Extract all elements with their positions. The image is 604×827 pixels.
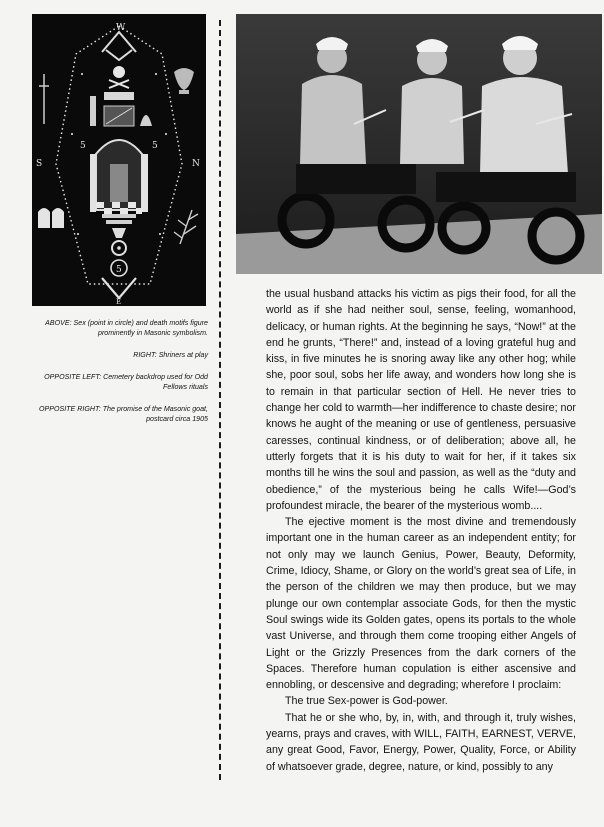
chart-letter-e: E <box>116 298 122 306</box>
body-paragraph: The ejective moment is the most divine and tremendously important one in the human career as an independent entity; for not only may we launch Genius, Power, Beauty, Deformity, Crime, Idiocy, Shame, or Glory on the world’s great sea of Life, in the person of the children we may then produce, but we may plunge our own contemplar associate Gods, for then the mystic Soul swings wide its Golden gates, opens its portals to the whole vast Universe, and through them come trooping either Angels of Light or the Grizzly Presences from the dark corners of the Spaces. Therefore human copulation is either ascensive and ennobling, or descensive and degrading; wherefore I proclaim: <box>266 516 576 692</box>
caption-right <box>20 350 208 360</box>
chart-letter-s: S <box>36 159 43 169</box>
caption-above <box>20 318 208 338</box>
caption-text: Shriners at play <box>158 351 208 359</box>
caption-text: Cemetery backdrop used for Odd Fellows rituals <box>103 373 208 391</box>
body-text <box>266 286 576 775</box>
caption-label: RIGHT: <box>133 351 157 359</box>
chart-numeral-bottom: 5 <box>116 265 122 275</box>
caption-label: OPPOSITE LEFT: <box>44 373 102 381</box>
chart-letter-n: N <box>192 159 200 169</box>
caption-label: OPPOSITE RIGHT: <box>38 405 101 413</box>
masonic-chart-image <box>32 14 206 306</box>
caption-text: Sex (point in circle) and death motifs figure prominently in Masonic symbolism. <box>73 319 208 337</box>
caption-opposite-right <box>20 404 208 424</box>
caption-label: ABOVE: <box>45 319 72 327</box>
captions <box>20 318 208 436</box>
caption-opposite-left <box>20 372 208 392</box>
chart-numeral-left: 5 <box>80 141 86 151</box>
column-divider <box>219 20 221 780</box>
masonic-chart-illustration <box>32 14 206 306</box>
body-paragraph: The true Sex-power is God-power. <box>285 695 448 708</box>
shriners-photo <box>236 14 602 274</box>
shriners-photo-illustration <box>236 14 602 274</box>
body-paragraph: the usual husband attacks his victim as pigs their food, for all the world as if she had neither soul, sense, feeling, womanhood, delicacy, or human rights. At the beginning he says, “Now!” at the end he grunts, “There!” and, instead of a loving grateful hug and kiss, in five minutes he is snoring away like any other hog; while she, poor soul, sobs her life away, and wonders how long she is to remain in that particular section of Hell. He never tries to change her cold to warmth—her indifference to chaste desire; nor knows he aught of the meaning or use of gentleness, persuasive caresses, continual kindness, or of deliberation; above all, he utterly forgets that it is his duty to wait for her, if it takes six months till he wins the soul and passion, as well as the “duty and obedience,” of the mysterious being he calls Wife!—God’s profoundest miracle, the bearer of the mysterious womb.... <box>266 288 576 512</box>
caption-text: The promise of the Masonic goat, postcard circa 1905 <box>102 405 208 423</box>
chart-numeral-right: 5 <box>152 141 158 151</box>
body-paragraph: That he or she who, by, in, with, and through it, truly wishes, yearns, prays and craves, with WILL, FAITH, EARNEST, VERVE, any great Good, Favor, Energy, Power, Quality, Force, or Ability of whatsoever grade, degree, nature, or kind, possibly to any <box>266 711 576 773</box>
chart-letter-w: W <box>116 23 126 33</box>
